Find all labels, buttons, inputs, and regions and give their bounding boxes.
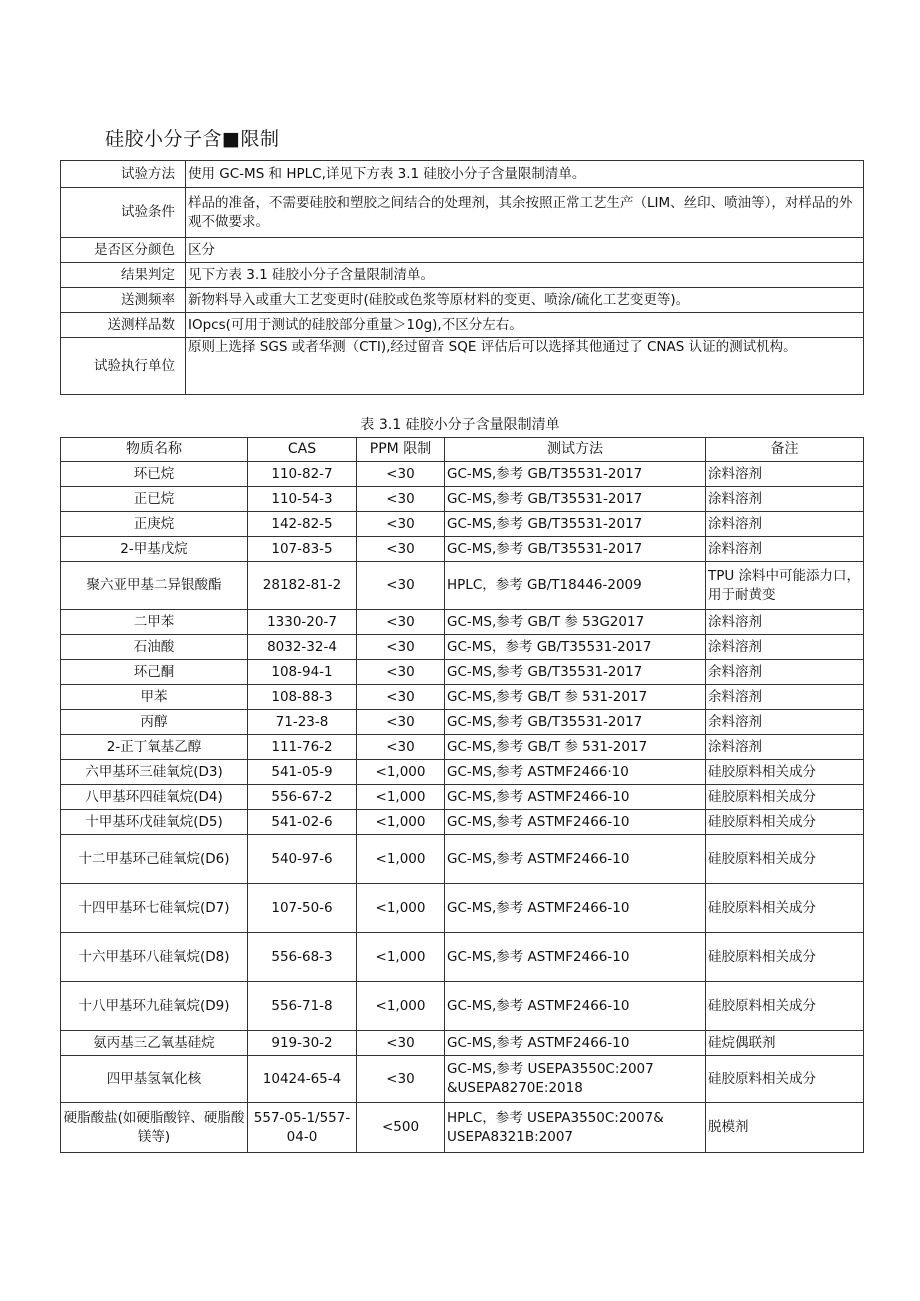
cell-cas: 28182-81-2: [248, 562, 357, 610]
cell-remark: 硅胶原料相关成分: [706, 835, 864, 884]
info-value: IOpcs(可用于测试的硅胶部分重量＞10g),不区分左右。: [186, 313, 864, 338]
info-label: 试验执行单位: [61, 338, 186, 395]
table-row: [61, 735, 864, 760]
cell-method: HPLC，参考 USEPA3550C:2007& USEPA8321B:2007: [445, 1103, 706, 1153]
cell-cas: 1330-20-7: [248, 610, 357, 635]
cell-name: 甲苯: [61, 685, 248, 710]
cell-remark: 涂料溶剂: [706, 635, 864, 660]
cell-cas: 8032-32-4: [248, 635, 357, 660]
substance-limit-table: [60, 437, 864, 1153]
cell-name: 四甲基氢氧化核: [61, 1056, 248, 1103]
cell-remark: 硅胶原料相关成分: [706, 1056, 864, 1103]
table-row: [61, 635, 864, 660]
cell-cas: 108-88-3: [248, 685, 357, 710]
cell-remark: 涂料溶剂: [706, 512, 864, 537]
cell-ppm: <30: [357, 685, 445, 710]
table-row: [61, 562, 864, 610]
cell-ppm: <1,000: [357, 760, 445, 785]
cell-ppm: <1,000: [357, 933, 445, 982]
cell-ppm: <30: [357, 537, 445, 562]
cell-ppm: <30: [357, 710, 445, 735]
info-value: 见下方表 3.1 硅胶小分子含量限制清单。: [186, 263, 864, 288]
info-value: 样品的准备，不需要硅胶和塑胶之间结合的处理剂，其余按照正常工艺生产（LIM、丝印、喷油等），对样品的外观不做要求。: [186, 188, 864, 238]
cell-method: GC-MS,参考 USEPA3550C:2007 &USEPA8270E:2018: [445, 1056, 706, 1103]
info-row: [61, 288, 864, 313]
info-row: [61, 338, 864, 395]
cell-name: 丙醇: [61, 710, 248, 735]
cell-ppm: <30: [357, 1056, 445, 1103]
table-row: [61, 785, 864, 810]
cell-ppm: <30: [357, 1031, 445, 1056]
cell-remark: 硅胶原料相关成分: [706, 884, 864, 933]
cell-remark: 硅胶原料相关成分: [706, 982, 864, 1031]
cell-cas: 541-05-9: [248, 760, 357, 785]
cell-method: GC-MS,参考 GB/T35531-2017: [445, 710, 706, 735]
info-label: 送测样品数: [61, 313, 186, 338]
info-row: [61, 313, 864, 338]
cell-remark: 余料溶剂: [706, 685, 864, 710]
table-row: [61, 933, 864, 982]
cell-ppm: <1,000: [357, 785, 445, 810]
table-row: [61, 760, 864, 785]
cell-method: GC-MS,参考 GB/T 参 531-2017: [445, 685, 706, 710]
cell-cas: 111-76-2: [248, 735, 357, 760]
cell-remark: 硅胶原料相关成分: [706, 785, 864, 810]
cell-name: 环已烷: [61, 462, 248, 487]
table-row: [61, 710, 864, 735]
cell-ppm: <1,000: [357, 835, 445, 884]
info-label: 试验方法: [61, 161, 186, 188]
cell-ppm: <500: [357, 1103, 445, 1153]
table-header-row: [61, 438, 864, 462]
table-row: [61, 884, 864, 933]
table-row: [61, 512, 864, 537]
cell-name: 六甲基环三硅氧烷(D3): [61, 760, 248, 785]
header-name: 物质名称: [61, 438, 248, 462]
cell-ppm: <30: [357, 735, 445, 760]
cell-ppm: <30: [357, 610, 445, 635]
cell-name: 十八甲基环九硅氧烷(D9): [61, 982, 248, 1031]
cell-method: GC-MS,参考 GB/T35531-2017: [445, 660, 706, 685]
table-row: [61, 537, 864, 562]
cell-method: GC-MS,参考 ASTMF2466-10: [445, 884, 706, 933]
info-label: 送测频率: [61, 288, 186, 313]
cell-ppm: <30: [357, 487, 445, 512]
info-row: [61, 188, 864, 238]
table-row: [61, 660, 864, 685]
cell-name: 氨丙基三乙氧基硅烷: [61, 1031, 248, 1056]
cell-name: 八甲基环四硅氧烷(D4): [61, 785, 248, 810]
cell-name: 2-甲基戊烷: [61, 537, 248, 562]
cell-cas: 142-82-5: [248, 512, 357, 537]
table-row: [61, 810, 864, 835]
info-row: [61, 161, 864, 188]
cell-ppm: <30: [357, 462, 445, 487]
cell-method: GC-MS,参考 ASTMF2466-10: [445, 810, 706, 835]
cell-cas: 540-97-6: [248, 835, 357, 884]
cell-name: 十二甲基环己硅氧烷(D6): [61, 835, 248, 884]
table-row: [61, 835, 864, 884]
cell-method: GC-MS,参考 GB/T35531-2017: [445, 487, 706, 512]
cell-name: 正已烷: [61, 487, 248, 512]
cell-cas: 10424-65-4: [248, 1056, 357, 1103]
page-title: 硅胶小分子含■限制: [105, 128, 280, 150]
cell-remark: 涂料溶剂: [706, 735, 864, 760]
cell-ppm: <30: [357, 512, 445, 537]
info-value: 新物料导入或重大工艺变更时(硅胶或色浆等原材料的变更、喷涂/硫化工艺变更等)。: [186, 288, 864, 313]
cell-method: GC-MS,参考 ASTMF2466-10: [445, 982, 706, 1031]
cell-name: 石油酸: [61, 635, 248, 660]
info-value: 原则上选择 SGS 或者华测（CTI),经过留音 SQE 评估后可以选择其他通过了 CNAS 认证的测试机构。: [186, 338, 864, 395]
cell-name: 十六甲基环八硅氧烷(D8): [61, 933, 248, 982]
cell-remark: 余料溶剂: [706, 660, 864, 685]
cell-method: GC-MS,参考 ASTMF2466·10: [445, 760, 706, 785]
info-label: 结果判定: [61, 263, 186, 288]
cell-cas: 108-94-1: [248, 660, 357, 685]
table-row: [61, 610, 864, 635]
cell-cas: 110-82-7: [248, 462, 357, 487]
test-info-table: [60, 160, 864, 395]
cell-cas: 556-68-3: [248, 933, 357, 982]
cell-name: 十甲基环戊硅氧烷(D5): [61, 810, 248, 835]
table-row: [61, 685, 864, 710]
cell-remark: 涂料溶剂: [706, 462, 864, 487]
cell-remark: 硅烷偶联剂: [706, 1031, 864, 1056]
header-cas: CAS: [248, 438, 357, 462]
cell-remark: 硅胶原料相关成分: [706, 810, 864, 835]
cell-ppm: <1,000: [357, 884, 445, 933]
cell-remark: TPU 涂料中可能添力口，用于耐黄变: [706, 562, 864, 610]
cell-cas: 557-05-1/557-04-0: [248, 1103, 357, 1153]
cell-method: GC-MS,参考 GB/T35531-2017: [445, 537, 706, 562]
cell-ppm: <1,000: [357, 810, 445, 835]
cell-method: GC-MS,参考 ASTMF2466-10: [445, 1031, 706, 1056]
cell-ppm: <30: [357, 562, 445, 610]
cell-name: 硬脂酸盐(如硬脂酸锌、硬脂酸镁等): [61, 1103, 248, 1153]
cell-name: 聚六亚甲基二异银酸酯: [61, 562, 248, 610]
cell-cas: 107-83-5: [248, 537, 357, 562]
cell-method: GC-MS,参考 GB/T 参 531-2017: [445, 735, 706, 760]
table-row: [61, 462, 864, 487]
cell-remark: 硅胶原料相关成分: [706, 760, 864, 785]
cell-method: GC-MS,参考 ASTMF2466-10: [445, 933, 706, 982]
cell-remark: 脱模剂: [706, 1103, 864, 1153]
cell-name: 环己酮: [61, 660, 248, 685]
cell-method: GC-MS,参考 GB/T35531-2017: [445, 512, 706, 537]
table-row: [61, 1056, 864, 1103]
info-row: [61, 263, 864, 288]
table-row: [61, 1103, 864, 1153]
cell-cas: 71-23-8: [248, 710, 357, 735]
info-label: 试验条件: [61, 188, 186, 238]
cell-method: HPLC，参考 GB/T18446-2009: [445, 562, 706, 610]
cell-name: 二甲苯: [61, 610, 248, 635]
cell-remark: 涂料溶剂: [706, 487, 864, 512]
cell-remark: 涂料溶剂: [706, 610, 864, 635]
cell-ppm: <30: [357, 635, 445, 660]
cell-remark: 硅胶原料相关成分: [706, 933, 864, 982]
cell-method: GC-MS，参考 GB/T35531-2017: [445, 635, 706, 660]
cell-method: GC-MS,参考 GB/T35531-2017: [445, 462, 706, 487]
cell-remark: 涂料溶剂: [706, 537, 864, 562]
cell-method: GC-MS,参考 GB/T 参 53G2017: [445, 610, 706, 635]
cell-cas: 556-67-2: [248, 785, 357, 810]
info-label: 是否区分颜色: [61, 238, 186, 263]
cell-cas: 541-02-6: [248, 810, 357, 835]
cell-name: 2-正丁氧基乙醇: [61, 735, 248, 760]
cell-cas: 107-50-6: [248, 884, 357, 933]
table-row: [61, 487, 864, 512]
cell-name: 十四甲基环七硅氧烷(D7): [61, 884, 248, 933]
cell-ppm: <1,000: [357, 982, 445, 1031]
cell-cas: 110-54-3: [248, 487, 357, 512]
cell-method: GC-MS,参考 ASTMF2466-10: [445, 835, 706, 884]
table-row: [61, 982, 864, 1031]
header-remark: 备注: [706, 438, 864, 462]
cell-remark: 余料溶剂: [706, 710, 864, 735]
cell-name: 正庚烷: [61, 512, 248, 537]
cell-ppm: <30: [357, 660, 445, 685]
info-value: 区分: [186, 238, 864, 263]
info-value: 使用 GC-MS 和 HPLC,详见下方表 3.1 硅胶小分子含量限制清单。: [186, 161, 864, 188]
cell-cas: 556-71-8: [248, 982, 357, 1031]
header-ppm: PPM 限制: [357, 438, 445, 462]
table-row: [61, 1031, 864, 1056]
info-row: [61, 238, 864, 263]
cell-cas: 919-30-2: [248, 1031, 357, 1056]
cell-method: GC-MS,参考 ASTMF2466-10: [445, 785, 706, 810]
header-method: 测试方法: [445, 438, 706, 462]
table-caption: 表 3.1 硅胶小分子含量限制清单: [360, 417, 560, 433]
